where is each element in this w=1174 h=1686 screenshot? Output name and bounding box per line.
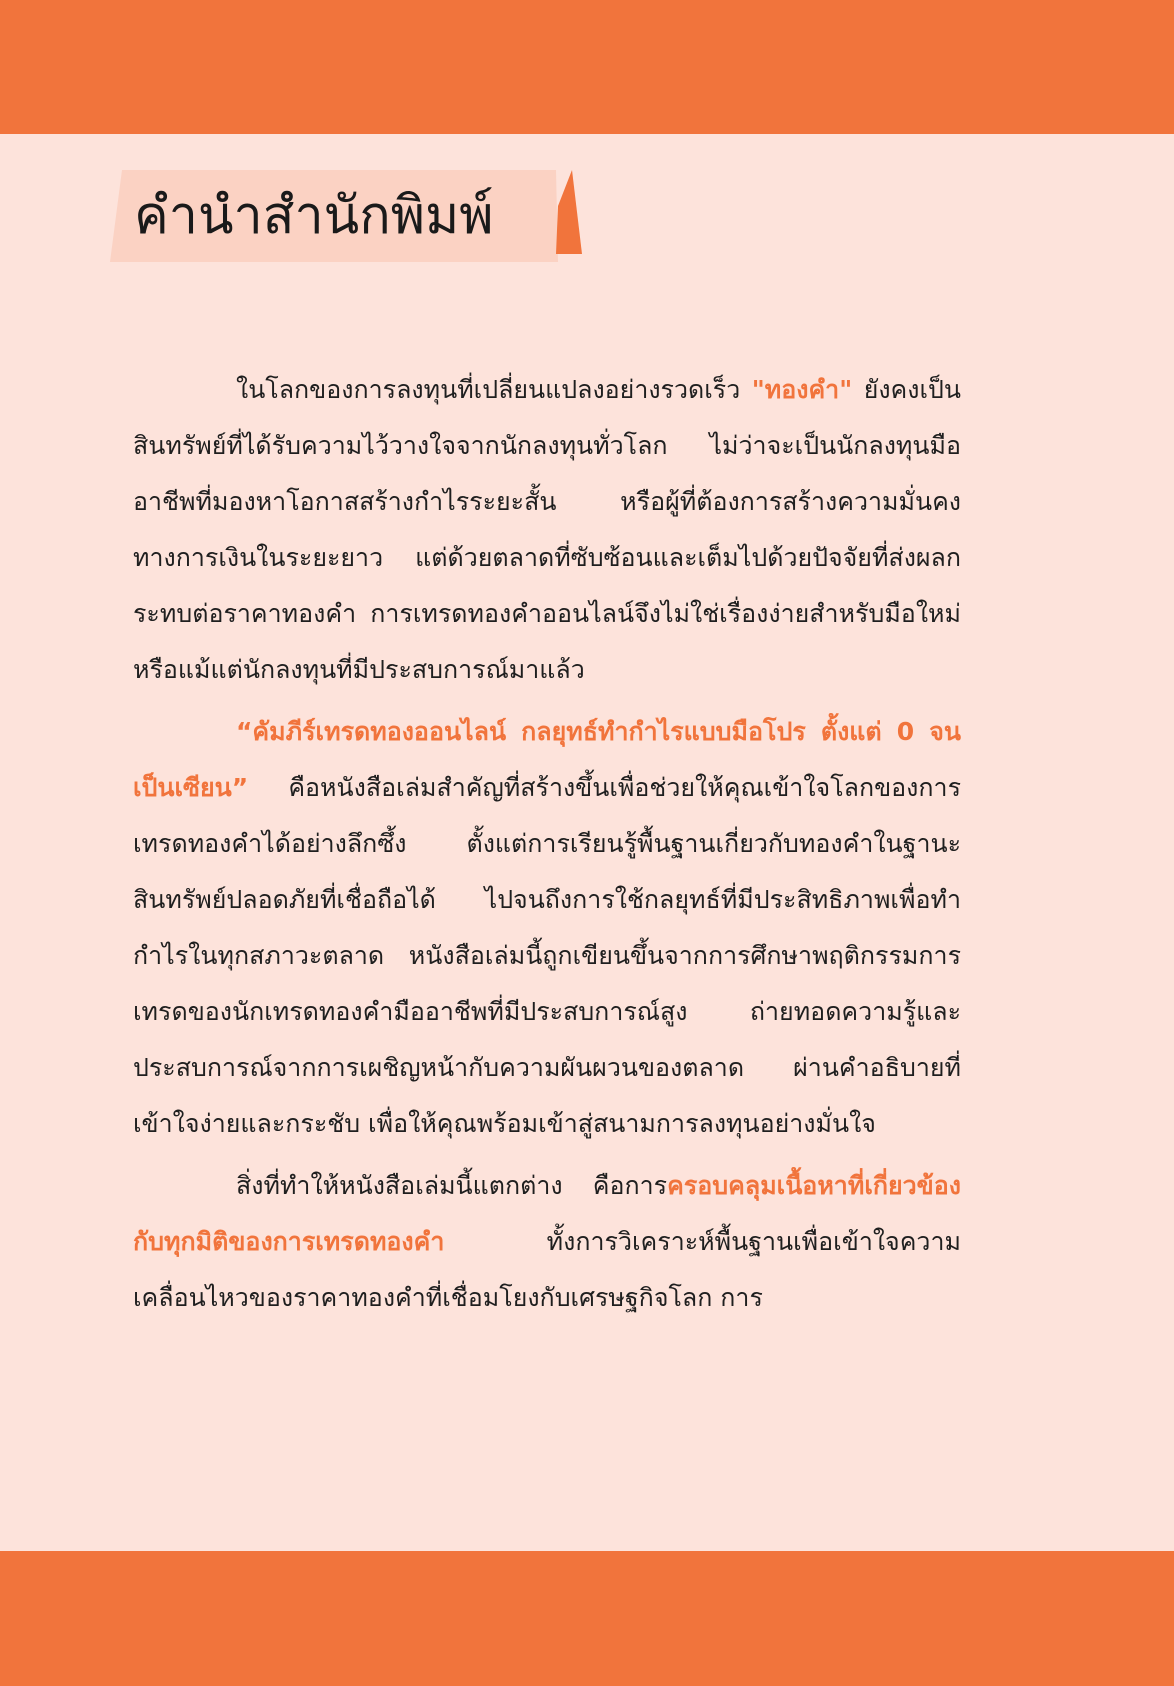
preface-body	[133, 362, 961, 1332]
paragraph-3-text-a: สิ่งที่ทำให้หนังสือเล่มนี้แตกต่าง คือการ	[236, 1171, 668, 1200]
top-orange-band	[0, 0, 1174, 134]
highlight-book-title: “คัมภีร์เทรดทองออนไลน์ กลยุทธ์ทำกำไรแบบมือโปร ตั้งแต่ 0 จนเป็นเซียน”	[133, 717, 961, 802]
paragraph-1-text-a: ในโลกของการลงทุนที่เปลี่ยนแปลงอย่างรวดเร็ว	[236, 375, 752, 404]
highlight-coverage: ครอบคลุมเนื้อหาที่เกี่ยวข้องกับทุกมิติของการเทรดทองคำ	[133, 1171, 961, 1256]
highlight-gold: "ทองคำ"	[751, 375, 853, 404]
page-title: คำนำสำนักพิมพ์	[134, 186, 494, 246]
paragraph-2	[133, 704, 961, 1152]
paragraph-2-text-b: คือหนังสือเล่มสำคัญที่สร้างขึ้นเพื่อช่วยให้คุณเข้าใจโลกของการเทรดทองคำได้อย่างลึกซึ้ง ตั้งแต่การเรียนรู้พื้นฐานเกี่ยวกับทองคำในฐานะสินทรัพย์ปลอดภัยที่เชื่อถือได้ ไปจนถึงการใช้กลยุทธ์ที่มีประสิทธิภาพเพื่อทำกำไรในทุกสภาวะตลาด หนังสือเล่มนี้ถูกเขียนขึ้นจากการศึกษาพฤติกรรมการเทรดของนักเทรดทองคำมืออาชีพที่มีประสบการณ์สูง ถ่ายทอดความรู้และประสบการณ์จากการเผชิญหน้ากับความผันผวนของตลาด ผ่านคำอธิบายที่เข้าใจง่ายและกระชับ เพื่อให้คุณพร้อมเข้าสู่สนามการลงทุนอย่างมั่นใจ	[133, 773, 961, 1138]
heading-flag	[556, 170, 582, 254]
paragraph-3-text-b: ทั้งการวิเคราะห์พื้นฐานเพื่อเข้าใจความเคลื่อนไหวของราคาทองคำที่เชื่อมโยงกับเศรษฐกิจโลก การ	[133, 1227, 961, 1312]
paragraph-1	[133, 362, 961, 698]
paragraph-1-text-b: ยังคงเป็นสินทรัพย์ที่ได้รับความไว้วางใจจากนักลงทุนทั่วโลก ไม่ว่าจะเป็นนักลงทุนมืออาชีพที่มองหาโอกาสสร้างกำไรระยะสั้น หรือผู้ที่ต้องการสร้างความมั่นคงทางการเงินในระยะยาว แต่ด้วยตลาดที่ซับซ้อนและเต็มไปด้วยปัจจัยที่ส่งผลกระทบต่อราคาทองคำ การเทรดทองคำออนไลน์จึงไม่ใช่เรื่องง่ายสำหรับมือใหม่ หรือแม้แต่นักลงทุนที่มีประสบการณ์มาแล้ว	[133, 375, 961, 684]
heading-banner	[110, 170, 584, 262]
bottom-orange-band	[0, 1551, 1174, 1686]
paragraph-3	[133, 1158, 961, 1326]
